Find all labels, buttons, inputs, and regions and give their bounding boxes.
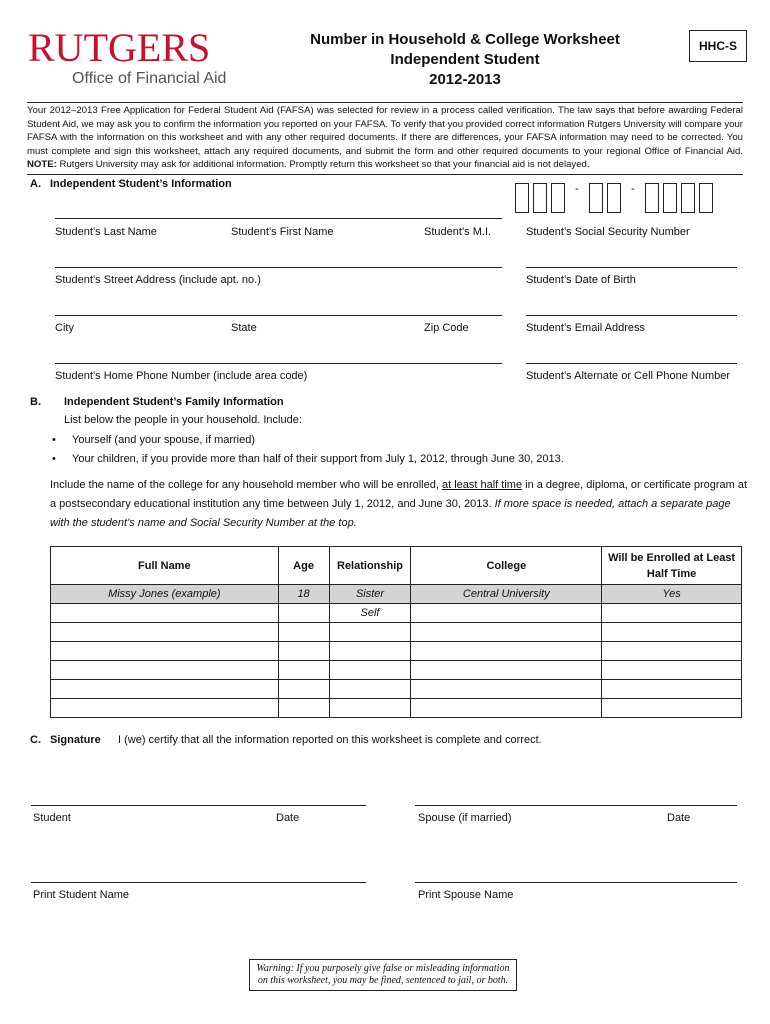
- table-cell[interactable]: [602, 699, 742, 718]
- label-first-name: Student’s First Name: [231, 226, 334, 238]
- column-header: Age: [278, 547, 329, 585]
- table-row[interactable]: [51, 661, 742, 680]
- label-spouse-date: Date: [667, 812, 691, 824]
- table-row[interactable]: [51, 623, 742, 642]
- name-line[interactable]: [55, 218, 502, 219]
- dob-line[interactable]: [526, 267, 737, 268]
- table-cell[interactable]: [278, 680, 329, 699]
- bullet-glyph: •: [52, 453, 56, 465]
- table-cell[interactable]: [329, 623, 411, 642]
- list-item-text: Your children, if you provide more than half of their support from July 1, 2012, through June 30, 2013.: [72, 453, 564, 465]
- label-mi: Student’s M.I.: [424, 226, 492, 238]
- label-last-name: Student’s Last Name: [55, 226, 157, 238]
- intro-note-label: NOTE:: [27, 159, 57, 171]
- table-cell[interactable]: [329, 699, 411, 718]
- table-cell[interactable]: [602, 604, 742, 623]
- table-row[interactable]: [51, 604, 742, 623]
- label-dob: Student’s Date of Birth: [526, 274, 636, 286]
- label-ssn: Student’s Social Security Number: [526, 226, 690, 238]
- ssn-digit-box[interactable]: [589, 183, 603, 213]
- table-cell[interactable]: [602, 680, 742, 699]
- table-cell: Central University: [411, 585, 602, 604]
- student-signature-line[interactable]: [31, 805, 366, 806]
- table-row-example: [51, 585, 742, 604]
- intro-paragraph: [27, 102, 743, 175]
- home-phone-line[interactable]: [55, 363, 502, 364]
- column-header: Will be Enrolled at Least Half Time: [602, 547, 742, 585]
- table-cell[interactable]: [51, 680, 279, 699]
- ssn-boxes[interactable]: [515, 183, 717, 213]
- table-cell[interactable]: [411, 642, 602, 661]
- section-c-letter: C.: [30, 734, 41, 746]
- ssn-digit-box[interactable]: [515, 183, 529, 213]
- table-cell[interactable]: [329, 642, 411, 661]
- table-row[interactable]: [51, 642, 742, 661]
- ssn-dash: -: [631, 183, 635, 195]
- table-cell: Missy Jones (example): [51, 585, 279, 604]
- table-cell: Yes: [602, 585, 742, 604]
- table-cell-self: Self: [329, 604, 411, 623]
- label-email: Student’s Email Address: [526, 322, 646, 334]
- print-student-line[interactable]: [31, 882, 366, 883]
- list-item: [50, 431, 750, 450]
- table-cell[interactable]: [51, 604, 279, 623]
- section-b-letter: B.: [30, 396, 41, 408]
- ssn-digit-box[interactable]: [645, 183, 659, 213]
- ssn-digit-box[interactable]: [551, 183, 565, 213]
- table-cell: Sister: [329, 585, 411, 604]
- spouse-signature-line[interactable]: [415, 805, 737, 806]
- label-zip: Zip Code: [424, 322, 469, 334]
- print-spouse-line[interactable]: [415, 882, 737, 883]
- warning-line-1: Warning: If you purposely give false or misleading information: [256, 963, 510, 974]
- form-code-badge: HHC-S: [689, 30, 747, 62]
- label-street: Student’s Street Address (include apt. no.): [55, 274, 261, 286]
- table-cell[interactable]: [329, 661, 411, 680]
- table-cell[interactable]: [411, 604, 602, 623]
- table-cell[interactable]: [411, 699, 602, 718]
- certify-statement: I (we) certify that all the information reported on this worksheet is complete and correct.: [118, 734, 542, 746]
- ssn-digit-box[interactable]: [681, 183, 695, 213]
- table-cell[interactable]: [329, 680, 411, 699]
- table-cell[interactable]: [602, 661, 742, 680]
- ssn-digit-box[interactable]: [607, 183, 621, 213]
- rutgers-logo: RUTGERS: [28, 25, 211, 70]
- column-header: Relationship: [329, 547, 411, 585]
- table-cell[interactable]: [411, 623, 602, 642]
- table-cell[interactable]: [51, 623, 279, 642]
- table-cell[interactable]: [51, 699, 279, 718]
- table-cell[interactable]: [602, 642, 742, 661]
- title-line-2: Independent Student: [390, 51, 540, 68]
- intro-text: Your 2012–2013 Free Application for Federal Student Aid (FAFSA) was selected for review in a process called verification. The law says that before awarding Federal Student Aid, we may ask you to confirm the information you reported on your FAFSA. To verify that you provided correct information Rutgers University will compare your FAFSA with the information on this worksheet and with any other required documents. If there are differences, your FAFSA information may need to be corrected. You must complete and sign this worksheet, attach any required documents, and submit the form and other required documents to your regional Office of Financial Aid.: [27, 105, 743, 157]
- college-underline: at least half time: [441, 479, 523, 491]
- title-line-3: 2012-2013: [429, 71, 501, 88]
- table-cell[interactable]: [411, 680, 602, 699]
- warning-box: [249, 959, 517, 991]
- intro-note-text: Rutgers University may ask for additional information. Promptly return this worksheet so that your financial aid is not delayed.: [59, 159, 590, 171]
- household-include-list: [50, 431, 750, 469]
- table-cell[interactable]: [278, 623, 329, 642]
- table-header-row: [51, 547, 742, 585]
- table-cell[interactable]: [278, 661, 329, 680]
- table-cell[interactable]: [51, 661, 279, 680]
- label-spouse: Spouse (if married): [418, 812, 512, 824]
- table-cell[interactable]: [278, 699, 329, 718]
- college-text-2: in a degree, diploma, or certificate program at a postsecondary educational institution any time between July 1, 2012, and June 30, 2013.: [50, 479, 748, 510]
- household-list-intro: List below the people in your household. Include:: [64, 414, 302, 426]
- column-header: College: [411, 547, 602, 585]
- alt-phone-line[interactable]: [526, 363, 737, 364]
- list-item-text: Yourself (and your spouse, if married): [72, 434, 256, 446]
- section-b-heading: Independent Student’s Family Information: [64, 396, 284, 408]
- street-line[interactable]: [55, 267, 502, 268]
- label-state: State: [231, 322, 257, 334]
- logo-subtitle: Office of Financial Aid: [72, 70, 227, 87]
- bullet-glyph: •: [52, 434, 56, 446]
- section-c-heading: Signature: [50, 734, 101, 746]
- ssn-digit-box[interactable]: [699, 183, 713, 213]
- household-table: [50, 546, 742, 718]
- label-city: City: [55, 322, 74, 334]
- table-cell[interactable]: [278, 604, 329, 623]
- table-cell[interactable]: [602, 623, 742, 642]
- section-a-heading: Independent Student’s Information: [50, 178, 232, 190]
- ssn-digit-box[interactable]: [663, 183, 677, 213]
- warning-line-2: on this worksheet, you may be fined, sentenced to jail, or both.: [257, 975, 509, 986]
- ssn-digit-box[interactable]: [533, 183, 547, 213]
- college-instructions: [50, 476, 750, 533]
- college-text: Include the name of the college for any household member who will be enrolled,: [50, 479, 442, 491]
- table-row[interactable]: [51, 699, 742, 718]
- email-line[interactable]: [526, 315, 737, 316]
- form-title: [300, 30, 630, 90]
- college-italic-note: If more space is needed, attach a separate page with the student’s name and Social Security Number at the top.: [50, 498, 731, 529]
- label-date: Date: [276, 812, 300, 824]
- table-cell[interactable]: [411, 661, 602, 680]
- city-state-zip-line[interactable]: [55, 315, 502, 316]
- table-row[interactable]: [51, 680, 742, 699]
- section-a-letter: A.: [30, 178, 41, 190]
- table-cell: 18: [278, 585, 329, 604]
- label-home-phone: Student’s Home Phone Number (include area code): [55, 370, 308, 382]
- label-student: Student: [33, 812, 71, 824]
- list-item: [50, 450, 750, 469]
- column-header: Full Name: [51, 547, 279, 585]
- ssn-dash: -: [575, 183, 579, 195]
- label-alt-phone: Student’s Alternate or Cell Phone Number: [526, 370, 731, 382]
- label-print-student: Print Student Name: [33, 889, 129, 901]
- title-line-1: Number in Household & College Worksheet: [310, 31, 620, 48]
- table-cell[interactable]: [278, 642, 329, 661]
- table-cell[interactable]: [51, 642, 279, 661]
- label-print-spouse: Print Spouse Name: [418, 889, 514, 901]
